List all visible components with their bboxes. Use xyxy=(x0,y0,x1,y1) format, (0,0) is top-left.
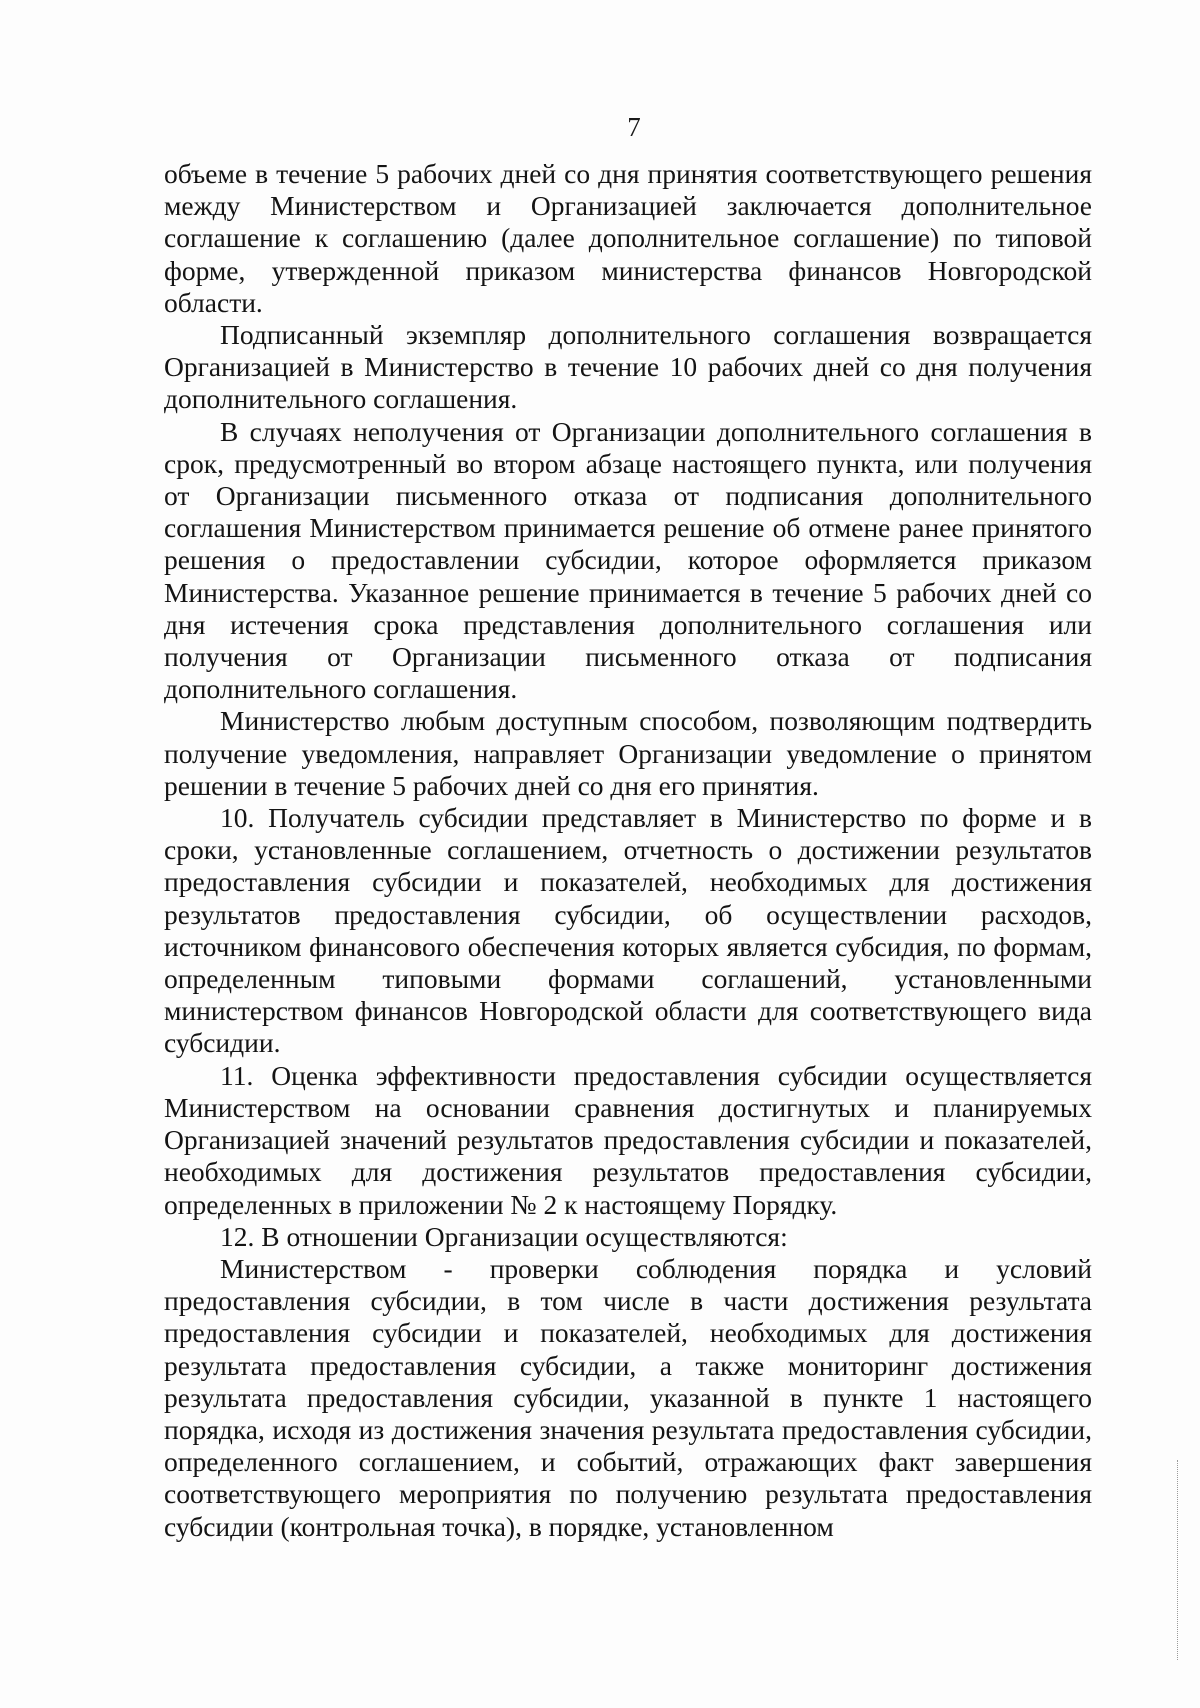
paragraph-notification: Министерство любым доступным способом, позволяющим подтвердить получение уведомления, направляет Организации уведомление о принятом решении в течение 5 рабочих дней со дня его принятия. xyxy=(164,705,1092,801)
paragraph-item-10: 10. Получатель субсидии представляет в Министерство по форме и в сроки, установленные соглашением, отчетность о достижении результатов предоставления субсидии и показателей, необходимых для достижения результатов предоставления субсидии, об осуществлении расходов, источником финансового обеспечения которых является субсидия, по формам, определенным типовыми формами соглашений, установленными министерством финансов Новгородской области для соответствующего вида субсидии. xyxy=(164,802,1092,1059)
paragraph-ministry-checks: Министерством - проверки соблюдения порядка и условий предоставления субсидии, в том числе в части достижения результата предоставления субсидии и показателей, необходимых для достижения результата предоставления субсидии, а также мониторинг достижения результата предоставления субсидии, указанной в пункте 1 настоящего порядка, исходя из достижения значения результата предоставления субсидии, определенного соглашением, и событий, отражающих факт завершения соответствующего мероприятия по получению результата предоставления субсидии (контрольная точка), в порядке, установленном xyxy=(164,1252,1092,1542)
document-body xyxy=(164,158,1092,1543)
paragraph-continuation: объеме в течение 5 рабочих дней со дня принятия соответствующего решения между Министерством и Организацией заключается дополнительное соглашение к соглашению (далее дополнительное соглашение) по типовой форме, утвержденной приказом министерства финансов Новгородской области. xyxy=(164,158,1092,318)
paragraph-non-receipt: В случаях неполучения от Организации дополнительного соглашения в срок, предусмотренный во втором абзаце настоящего пункта, или получения от Организации письменного отказа от подписания дополнительного соглашения Министерством принимается решение об отмене ранее принятого решения о предоставлении субсидии, которое оформляется приказом Министерства. Указанное решение принимается в течение 5 рабочих дней со дня истечения срока представления дополнительного соглашения или получения от Организации письменного отказа от подписания дополнительного соглашения. xyxy=(164,415,1092,705)
paragraph-item-12: 12. В отношении Организации осуществляются: xyxy=(220,1220,788,1252)
paragraph-signed-copy: Подписанный экземпляр дополнительного соглашения возвращается Организацией в Министерство в течение 10 рабочих дней со дня получения дополнительного соглашения. xyxy=(164,319,1092,415)
scan-edge-artifact xyxy=(1177,1460,1179,1660)
paragraph-item-11: 11. Оценка эффективности предоставления субсидии осуществляется Министерством на основании сравнения достигнутых и планируемых Организацией значений результатов предоставления субсидии и показателей, необходимых для достижения результатов предоставления субсидии, определенных в приложении № 2 к настоящему Порядку. xyxy=(164,1059,1092,1220)
page-number: 7 xyxy=(627,112,641,142)
